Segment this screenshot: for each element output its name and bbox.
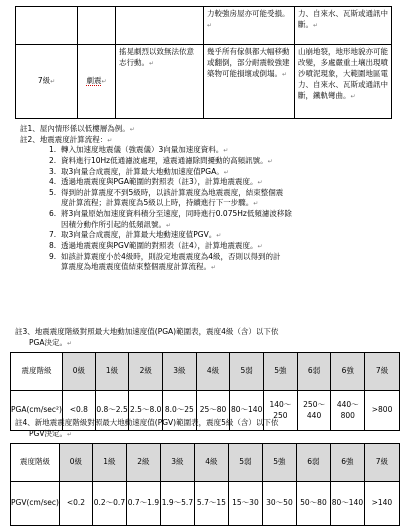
cell-text: 搖晃劇烈以致無法依意志行動。 <box>119 47 194 67</box>
value-cell: 0.2～0.7 <box>92 482 126 526</box>
value-cell: 1.9～5.7 <box>160 482 194 526</box>
value-cell: 80～140 <box>230 391 264 431</box>
value-cell: 5.7～15 <box>194 482 228 526</box>
level-name: 劇震 <box>86 76 102 86</box>
level-cell: 5弱 <box>228 444 262 482</box>
table-cell <box>78 7 116 45</box>
value-cell: 0.7～1.9 <box>126 482 160 526</box>
level-cell: 6弱 <box>296 444 330 482</box>
value-cell: <0.8 <box>62 391 95 431</box>
heading-line-2: PGV決定。↵ <box>29 428 72 438</box>
level-cell: 5強 <box>262 444 296 482</box>
table-row <box>16 45 392 119</box>
value-cell: 8.0～25 <box>163 391 197 431</box>
step-item: 7. 取3向量合成震度，計算最大地動速度值PGV。↵ <box>49 230 222 240</box>
table-cell <box>16 7 78 45</box>
step-item: 9. 如該計算震度小於4級時，則設定地震震度為4級，否則以得到的計 <box>49 251 281 261</box>
level-cell: 3級 <box>160 444 194 482</box>
table-row <box>16 7 392 45</box>
step-item-continued: 算震度為地震震度值結束整個震度計算流程。↵ <box>61 262 217 272</box>
row-header: PGA(cm/sec²) <box>11 391 63 431</box>
value-cell: 140～250 <box>264 391 298 431</box>
level-cell: 6弱 <box>297 353 331 391</box>
level-row <box>11 444 400 482</box>
value-cell: 2.5～8.0 <box>129 391 163 431</box>
value-cell: >800 <box>365 391 400 431</box>
step-item: 3. 取3向量合成震度，計算最大地動加速度值PGA。↵ <box>49 166 229 176</box>
level-cell: 4級 <box>194 444 228 482</box>
level-cell: 4級 <box>196 353 230 391</box>
cell-text: 幾乎所有傢俱都大幅移動或翻倒，部分耐震較強建築物可能損壞或倒塌。 <box>207 47 290 78</box>
value-row <box>11 482 400 526</box>
level-cell: 5弱 <box>230 353 264 391</box>
level-cell: 2級 <box>126 444 160 482</box>
step-item: 2. 資料進行10Hz低通濾波處理，遠震通濾除問擾動的高頻訊號。↵ <box>49 155 273 165</box>
building-effect-cell: 力較強房屋亦可能受損。↵ <box>204 7 295 45</box>
level-cell: 3級 <box>163 353 197 391</box>
value-cell: 15～30 <box>228 482 262 526</box>
calculation-steps <box>15 145 395 273</box>
level-cell: 7級 <box>364 444 399 482</box>
step-item: 1. 轉入加速度地震儀（強震儀）3向量加速度資料。↵ <box>49 145 229 155</box>
value-cell: 25～80 <box>196 391 230 431</box>
value-cell: 80～140 <box>330 482 364 526</box>
pgv-range-table <box>10 443 400 526</box>
name-cell: 劇震↵ <box>78 45 116 119</box>
level-cell: 6強 <box>331 353 365 391</box>
level-cell: 7級↵ <box>16 45 78 119</box>
level-cell: 6強 <box>330 444 364 482</box>
value-cell: 440～800 <box>331 391 365 431</box>
cell-text: 力較強房屋亦可能受損。 <box>207 9 290 18</box>
value-cell: <0.2 <box>59 482 92 526</box>
heading-line: 註3、地震震度階級對照最大地動加速度值(PGA)範圍表，震度4級（含）以下依 <box>15 327 279 336</box>
cell-text: 力、自來水、瓦斯或通訊中斷。 <box>298 9 388 29</box>
value-cell: >140 <box>364 482 399 526</box>
human-feeling-cell: 搖晃劇烈以致無法依意志行動。↵ <box>116 45 204 119</box>
level-cell: 1級 <box>95 353 129 391</box>
heading-line: 註4、新地震震度階級對照最大地動速度值(PGV)範圍表，震度5級（含）以下依 <box>15 418 279 427</box>
pgv-table-heading <box>15 418 278 440</box>
value-cell: 50～80 <box>296 482 330 526</box>
level-row <box>11 353 400 391</box>
value-cell: 250～440 <box>297 391 331 431</box>
level-label: 7級 <box>37 76 51 86</box>
note-1: 註1、屋內情形係以低樓層為例。↵ <box>20 124 135 133</box>
level-cell: 0級 <box>59 444 92 482</box>
step-item: 5. 得到的計算震度不到5級時，以該計算震度為地震震度，結束整個震 <box>49 187 284 197</box>
row-header: 震度階級 <box>11 353 63 391</box>
building-effect-cell: 幾乎所有傢俱都大幅移動或翻倒，部分耐震較強建築物可能損壞或倒塌。↵ <box>204 45 295 119</box>
step-item-continued: 因積分動作所引起的低頻訊號。↵ <box>61 219 172 229</box>
intensity-description-table <box>15 6 392 119</box>
other-effect-cell: 山崩地裂，地形地貌亦可能改變，多處嚴重土壤出現噴沙噴泥現象，大範圍地區電力、自來水、瓦斯或通訊中斷，鐵軌彎曲。↵ <box>295 45 392 119</box>
row-header: 震度階級 <box>11 444 60 482</box>
level-cell: 1級 <box>92 444 126 482</box>
heading-line-2: PGA決定。↵ <box>29 337 72 347</box>
level-cell: 0級 <box>62 353 95 391</box>
level-cell: 7級 <box>365 353 400 391</box>
step-item: 6. 將3向量原始加速度資料積分至速度，同時進行0.075Hz低頻濾波移除 <box>49 209 292 219</box>
other-effect-cell: 力、自來水、瓦斯或通訊中斷。↵ <box>295 7 392 45</box>
step-item-continued: 度計算流程；計算震度為5級以上時，持續進行下一步驟。↵ <box>61 198 259 208</box>
cell-text: 山崩地裂，地形地貌亦可能改變，多處嚴重土壤出現噴沙噴泥現象，大範圍地區電力、自來水、瓦斯或通訊中斷，鐵軌彎曲。 <box>298 47 388 100</box>
row-header: PGV(cm/sec) <box>11 482 60 526</box>
notes-section <box>15 124 395 273</box>
value-cell: 0.8～2.5 <box>95 391 129 431</box>
step-item: 4. 透過地震震度與PGA範圍的對照表（註3），計算地震震度。↵ <box>49 177 263 187</box>
table-cell <box>116 7 204 45</box>
level-cell: 2級 <box>129 353 163 391</box>
level-cell: 5強 <box>264 353 298 391</box>
step-item: 8. 透過地震震度與PGV範圍的對照表（註4），計算地震震度。↵ <box>49 241 263 251</box>
note-2: 註2、地震震度計算流程：↵ <box>20 134 113 144</box>
pga-table-heading <box>15 327 278 349</box>
value-cell: 30～50 <box>262 482 296 526</box>
